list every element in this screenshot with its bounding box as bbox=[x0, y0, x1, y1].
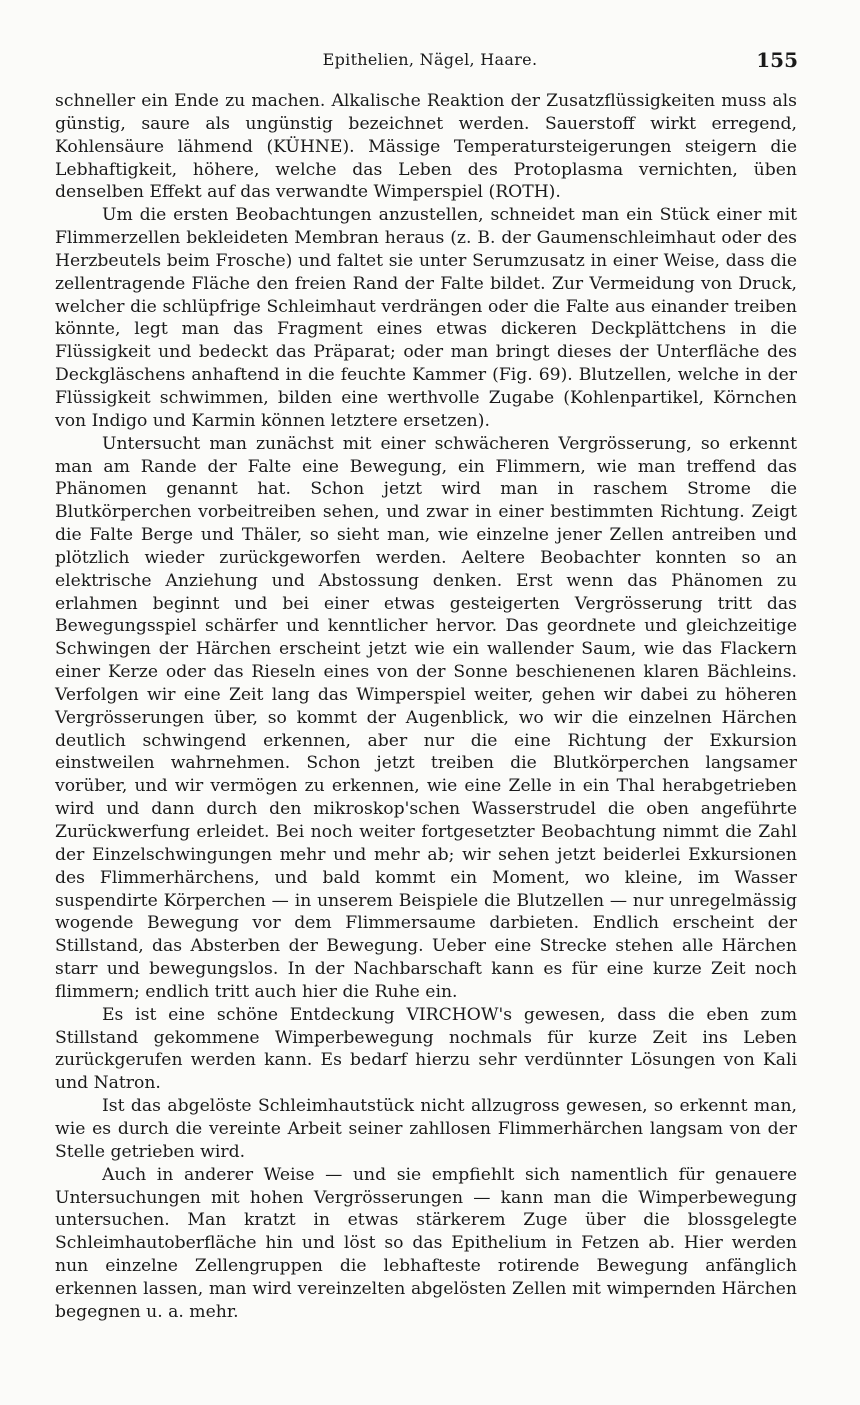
body-text bbox=[55, 90, 797, 1324]
paragraph-continuation: schneller ein Ende zu machen. Alkalische Reaktion der Zusatzflüssigkeiten muss als günstig, saure als ungünstig bezeichnet werden. Sauerstoff wirkt erregend, Kohlensäure lähmend (KÜHNE). Mässige Temperatursteigerungen steigern die Lebhaftigkeit, höhere, welche das Leben des Protoplasma vernichten, üben denselben Effekt auf das verwandte Wimperspiel (ROTH). bbox=[55, 91, 797, 203]
running-title: Epithelien, Nägel, Haare. bbox=[322, 50, 538, 69]
paragraph: Um die ersten Beobachtungen anzustellen, schneidet man ein Stück einer mit Flimmerzellen bekleideten Membran heraus (z. B. der Gaumenschleimhaut oder des Herzbeutels beim Frosche) und faltet sie unter Serumzusatz in einer Weise, dass die zellentragende Fläche den freien Rand der Falte bildet. Zur Vermeidung von Druck, welcher die schlüpfrige Schleimhaut verdrängen oder die Falte aus einander treiben könnte, legt man das Fragment eines etwas dickeren Deckplättchens in die Flüssigkeit und bedeckt das Präparat; oder man bringt dieses der Unterfläche des Deckgläschens anhaftend in die feuchte Kammer (Fig. 69). Blutzellen, welche in der Flüssigkeit schwimmen, bilden eine werthvolle Zugabe (Kohlenpartikel, Körnchen von Indigo und Karmin können letztere ersetzen). bbox=[55, 205, 797, 431]
paragraph: Ist das abgelöste Schleimhautstück nicht allzugross gewesen, so erkennt man, wie es durch die vereinte Arbeit seiner zahllosen Flimmerhärchen langsam von der Stelle getrieben wird. bbox=[55, 1096, 797, 1162]
page-number: 155 bbox=[756, 48, 798, 72]
paragraph: Auch in anderer Weise — und sie empfiehlt sich namentlich für genauere Untersuchungen mit hohen Vergrösserungen — kann man die Wimperbewegung untersuchen. Man kratzt in etwas stärkerem Zuge über die blossgelegte Schleimhautoberfläche hin und löst so das Epithelium in Fetzen ab. Hier werden nun einzelne Zellengruppen die lebhafteste rotirende Bewegung anfänglich erkennen lassen, man wird vereinzelten abgelösten Zellen mit wimpernden Härchen begegnen u. a. mehr. bbox=[55, 1164, 797, 1322]
page-header bbox=[0, 48, 860, 78]
paragraph: Es ist eine schöne Entdeckung VIRCHOW's gewesen, dass die eben zum Stillstand gekommene Wimperbewegung nochmals für kurze Zeit ins Leben zurückgerufen werden kann. Es bedarf hierzu sehr verdünnter Lösungen von Kali und Natron. bbox=[55, 1004, 797, 1094]
paragraph: Untersucht man zunächst mit einer schwächeren Vergrösserung, so erkennt man am Rande der Falte eine Bewegung, ein Flimmern, wie man treffend das Phänomen genannt hat. Schon jetzt wird man in raschem Strome die Blutkörperchen vorbeitreiben sehen, und zwar in einer bestimmten Richtung. Zeigt die Falte Berge und Thäler, so sieht man, wie einzelne jener Zellen antreiben und plötzlich wieder zurückgeworfen werden. Aeltere Beobachter konnten so an elektrische Anziehung und Abstossung denken. Erst wenn das Phänomen zu erlahmen beginnt und bei einer etwas gesteigerten Vergrösserung tritt das Bewegungsspiel schärfer und kenntlicher hervor. Das geordnete und gleichzeitige Schwingen der Härchen erscheint jetzt wie ein wallender Saum, wie das Flackern einer Kerze oder das Rieseln eines von der Sonne beschienenen klaren Bächleins. Verfolgen wir eine Zeit lang das Wimperspiel weiter, gehen wir dabei zu höheren Vergrösserungen über, so kommt der Augenblick, wo wir die einzelnen Härchen deutlich schwingend erkennen, aber nur die eine Richtung der Exkursion einstweilen wahrnehmen. Schon jetzt treiben die Blutkörperchen langsamer vorüber, und wir vermögen zu erkennen, wie eine Zelle in ein Thal herabgetrieben wird und dann durch den mikroskop'schen Wasserstrudel die oben angeführte Zurückwerfung erleidet. Bei noch weiter fortgesetzter Beobachtung nimmt die Zahl der Einzelschwingungen mehr und mehr ab; wir sehen jetzt beiderlei Exkursionen des Flimmerhärchens, und bald kommt ein Moment, wo kleine, im Wasser suspendirte Körperchen — in unserem Beispiele die Blutzellen — nur unregelmässig wogende Bewegung vor dem Flimmersaume darbieten. Endlich erscheint der Stillstand, das Absterben der Bewegung. Ueber eine Strecke stehen alle Härchen starr und bewegungslos. In der Nachbarschaft kann es für eine kurze Zeit noch flimmern; endlich tritt auch hier die Ruhe ein. bbox=[55, 433, 797, 1002]
